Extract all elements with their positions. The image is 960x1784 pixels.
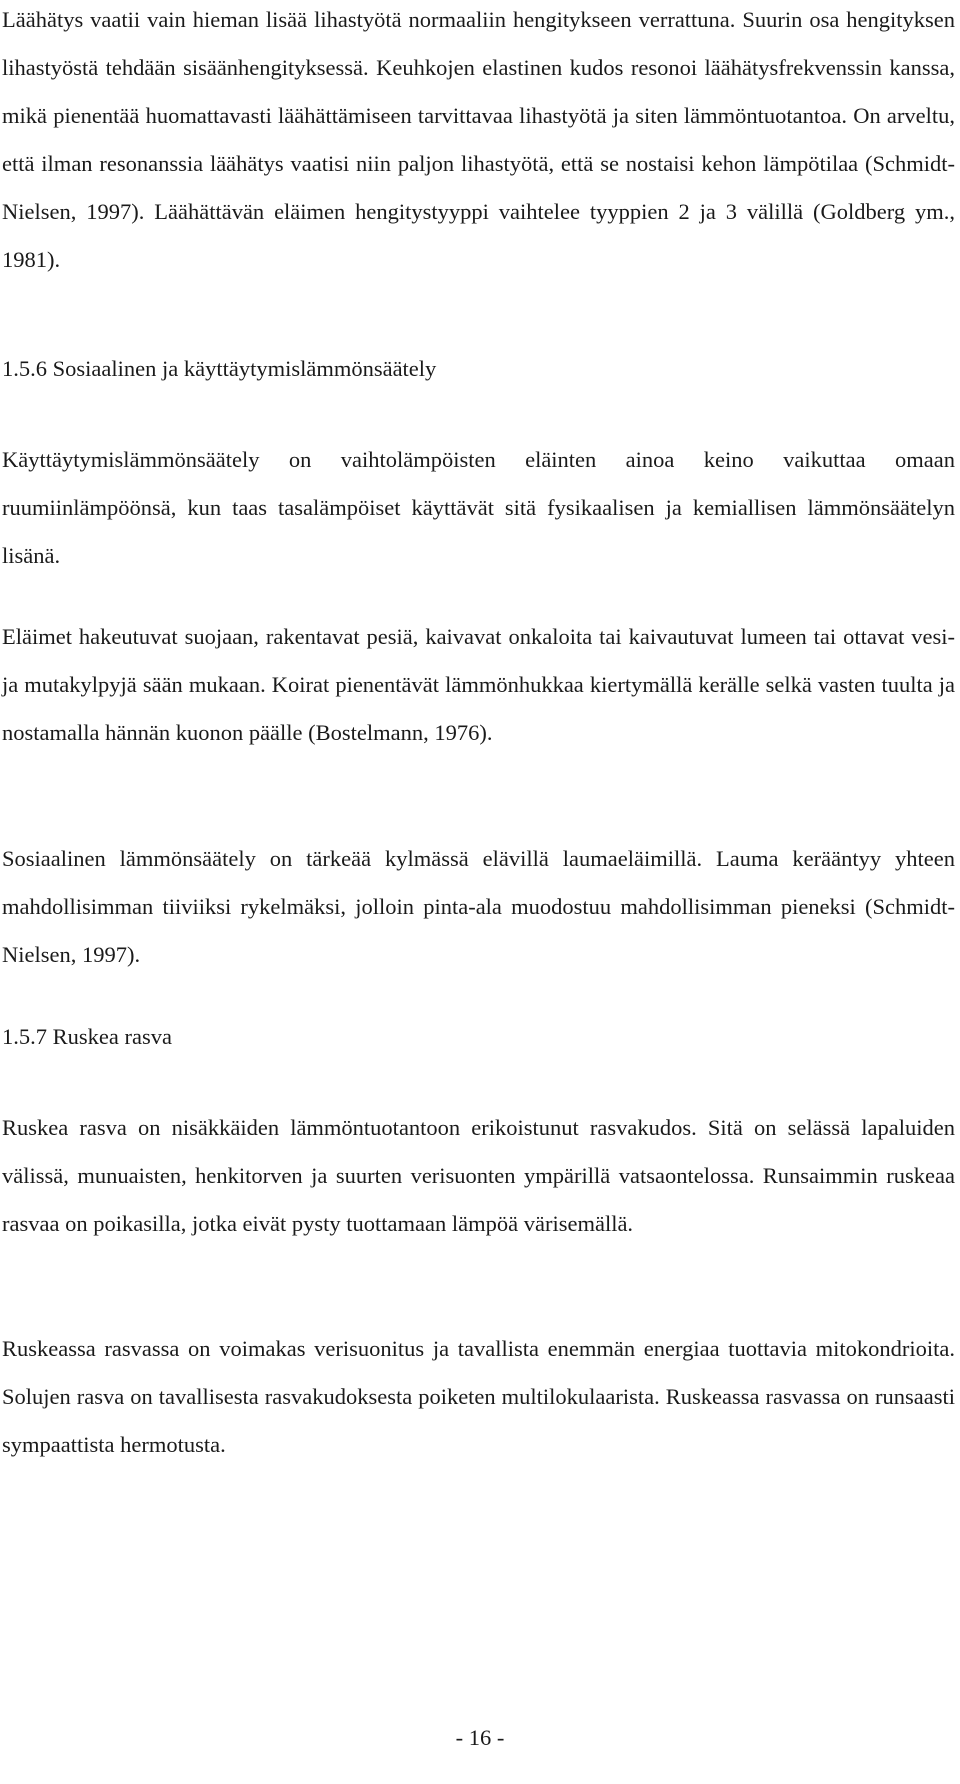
paragraph-social-thermoregulation: Sosiaalinen lämmönsäätely on tärkeää kylmässä elävillä laumaeläimillä. Lauma kerääntyy yhteen mahdollisimman tiiviiksi rykelmäksi, jolloin pinta-ala muodostuu mahdollisimman pieneksi (Schmidt-Nielsen, 1997). — [2, 846, 955, 967]
page-number: - 16 - — [455, 1725, 505, 1750]
section-heading-social-behavioral-thermoregulation: 1.5.6 Sosiaalinen ja käyttäytymislämmönsäätely — [2, 356, 437, 381]
paragraph-panting-resonance: Läähätys vaatii vain hieman lisää lihastyötä normaaliin hengitykseen verrattuna. Suurin osa hengityksen lihastyöstä tehdään sisäänhengityksessä. Keuhkojen elastinen kudos resonoi läähätysfrekvenssin kanssa, mikä pienentää huomattavasti läähättämiseen tarvittavaa lihastyötä ja siten lämmöntuotantoa. On arveltu, että ilman resonanssia läähätys vaatisi niin paljon lihastyötä, että se nostaisi kehon lämpötilaa (Schmidt-Nielsen, 1997). Läähättävän eläimen hengitystyyppi vaihtelee tyyppien 2 ja 3 välillä (Goldberg ym., 1981). — [2, 7, 955, 272]
paragraph-behavioral-thermoregulation: Käyttäytymislämmönsäätely on vaihtolämpöisten eläinten ainoa keino vaikuttaa omaan ruumiinlämpöönsä, kun taas tasalämpöiset käyttävät sitä fysikaalisen ja kemiallisen lämmönsäätelyn lisänä. — [2, 447, 955, 568]
paragraph-animal-shelter-behavior: Eläimet hakeutuvat suojaan, rakentavat pesiä, kaivavat onkaloita tai kaivautuvat lumeen tai ottavat vesi- ja mutakylpyjä sään mukaan. Koirat pienentävät lämmönhukkaa kiertymällä kerälle selkä vasten tuulta ja nostamalla hännän kuonon päälle (Bostelmann, 1976). — [2, 624, 955, 745]
paragraph-brown-fat-vascularization: Ruskeassa rasvassa on voimakas verisuonitus ja tavallista enemmän energiaa tuottavia mitokondrioita. Solujen rasva on tavallisesta rasvakudoksesta poiketen multilokulaarista. Ruskeassa rasvassa on runsaasti sympaattista hermotusta. — [2, 1336, 955, 1457]
paragraph-brown-fat-location: Ruskea rasva on nisäkkäiden lämmöntuotantoon erikoistunut rasvakudos. Sitä on selässä lapaluiden välissä, munuaisten, henkitorven ja suurten verisuonten ympärillä vatsaontelossa. Runsaimmin ruskeaa rasvaa on poikasilla, jotka eivät pysty tuottamaan lämpöä värisemällä. — [2, 1115, 955, 1236]
section-heading-brown-fat: 1.5.7 Ruskea rasva — [2, 1024, 172, 1049]
